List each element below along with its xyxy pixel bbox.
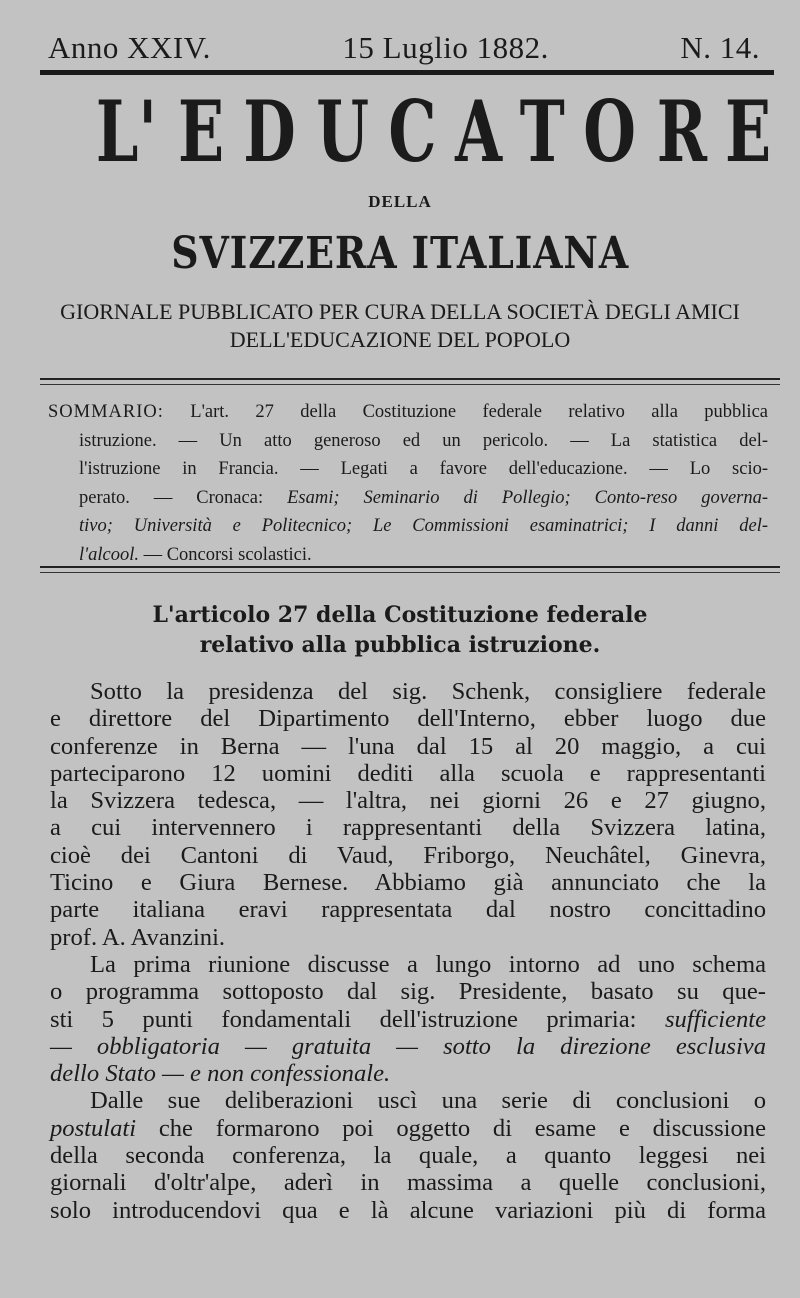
body-line: Sotto la presidenza del sig. Schenk, consigliere federale (90, 678, 766, 705)
masthead-title (84, 82, 772, 181)
masthead-letter: D (243, 82, 296, 181)
body-line: Ticino e Giura Bernese. Abbiamo già annunciato che la (50, 869, 766, 897)
masthead-letter: T (519, 82, 565, 181)
masthead-letter: R (656, 82, 707, 181)
body-line: La prima riunione discusse a lungo intorno ad uno schema (90, 950, 766, 978)
sommario-line (48, 541, 768, 570)
sommario-italic: tivo; Università e Politecnico; Le Commissioni esaminatrici; I danni del- (79, 516, 768, 536)
body-line (50, 1033, 766, 1060)
body-line: parteciparono 12 uomini dediti alla scuola e rappresentanti (50, 759, 766, 787)
body-italic: dello Stato — e non confessionale. (50, 1060, 391, 1088)
body-italic: — obbligatoria — gratuita — sotto la direzione esclusiva (50, 1032, 766, 1060)
title-line: relativo alla pubblica istruzione. (199, 632, 601, 658)
masthead-country (0, 228, 800, 279)
sommario-line: l'istruzione in Francia. — Legati a favore dell'educazione. — Lo scio- (79, 459, 768, 479)
masthead-letter: E (177, 82, 224, 181)
subtitle-line: GIORNALE PUBBLICATO PER CURA DELLA SOCIETÀ DEGLI AMICI (60, 299, 740, 324)
masthead-letter: A (454, 82, 502, 181)
sommario-text: — Concorsi scolastici. (143, 544, 312, 565)
sommario-line (48, 398, 768, 427)
body-line: conferenze in Berna — l'una dal 15 al 20 maggio, a cui (50, 732, 766, 760)
divider-rule (40, 566, 780, 573)
body-line: solo introducendovi qua e là alcune variazioni più di forma (50, 1196, 766, 1224)
sommario-italic: l'alcool. (79, 544, 139, 565)
sommario-label: SOMMARIO: (48, 402, 164, 422)
body-line: della seconda conferenza, la quale, a quanto leggesi nei (50, 1142, 766, 1170)
masthead-letter: U (315, 82, 369, 181)
body-line: e direttore del Dipartimento dell'Interno, ebber luogo due (50, 705, 766, 733)
sommario-block (48, 398, 768, 569)
header-rule (40, 70, 774, 75)
body-italic: sufficiente (664, 1005, 767, 1033)
subtitle-line: DELL'EDUCAZIONE DEL POPOLO (229, 327, 571, 352)
masthead-letter: E (725, 82, 772, 181)
body-line (50, 1060, 766, 1087)
body-text: sti 5 punti fondamentali dell'istruzione primaria: (50, 1005, 637, 1033)
masthead-letter: O (583, 82, 637, 181)
sommario-text: perato. — Cronaca: (79, 487, 264, 508)
body-line: giornali d'oltr'alpe, aderì in massima a quelle conclusioni, (50, 1169, 766, 1197)
sommario-italic: Esami; Seminario di Pollegio; Conto-reso governa- (287, 487, 769, 508)
body-line: o programma sottoposto dal sig. Presidente, basato su que- (50, 978, 766, 1006)
sommario-text: L'art. 27 della Costituzione federale relativo alla pubblica (190, 402, 768, 422)
issue-header (48, 28, 760, 68)
masthead-della: DELLA (368, 192, 432, 211)
issue-number: N. 14. (680, 30, 760, 65)
country-text: SVIZZERA ITALIANA (171, 228, 629, 279)
divider-rule (40, 378, 780, 385)
body-text: che formarono poi oggetto di esame e discussione (158, 1114, 766, 1142)
title-line: L'articolo 27 della Costituzione federale (152, 602, 648, 628)
issue-date: 15 Luglio 1882. (342, 30, 549, 65)
masthead-subtitle (30, 298, 770, 354)
body-line: Dalle sue deliberazioni uscì una serie di conclusioni o (90, 1087, 766, 1115)
sommario-line (48, 484, 768, 513)
body-line: prof. A. Avanzini. (50, 923, 226, 951)
body-line: cioè dei Cantoni di Vaud, Friborgo, Neuchâtel, Ginevra, (50, 841, 766, 869)
sommario-line: istruzione. — Un atto generoso ed un pericolo. — La statistica del- (79, 430, 768, 451)
body-line: la Svizzera tedesca, — l'altra, nei giorni 26 e 27 giugno, (50, 787, 766, 815)
body-line (50, 1006, 766, 1033)
body-line: a cui intervennero i rappresentanti della Svizzera latina, (50, 814, 766, 842)
body-line: parte italiana eravi rappresentata dal nostro concittadino (50, 896, 766, 924)
masthead-letter: L' (95, 82, 157, 181)
masthead-letter: C (388, 82, 437, 181)
issue-year: Anno XXIV. (48, 30, 211, 65)
article-body (50, 678, 766, 1224)
sommario-line (48, 512, 768, 541)
body-italic: postulati (50, 1114, 137, 1142)
article-title (0, 600, 800, 660)
body-line (50, 1115, 766, 1142)
